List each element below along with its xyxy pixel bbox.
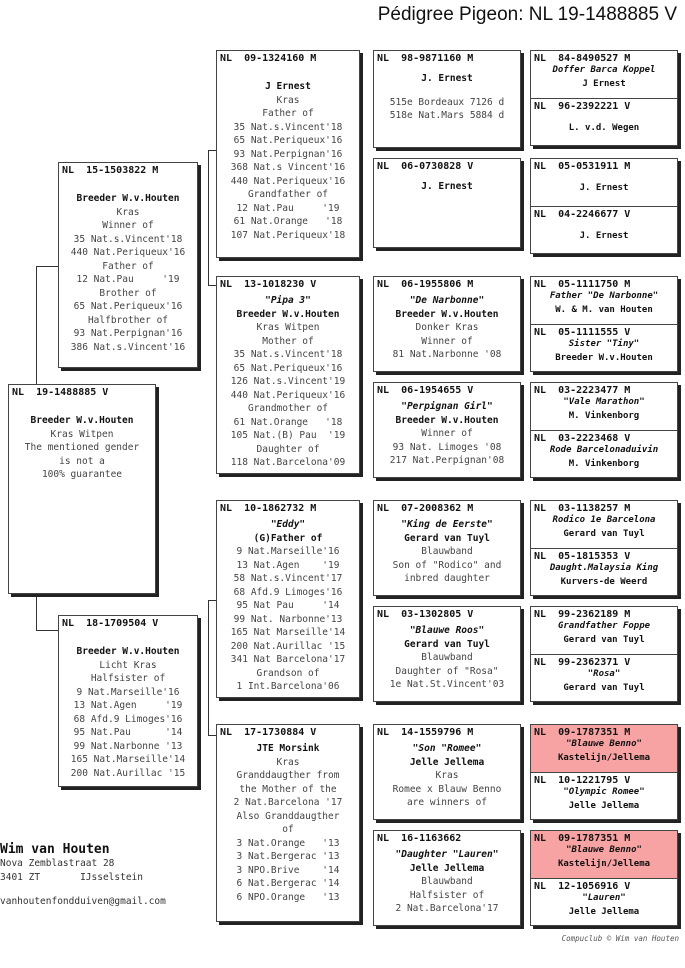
info-line: 93 Nat.Perpignan'16 <box>233 148 343 160</box>
ancestor-half <box>531 383 677 431</box>
connector-line <box>36 630 58 631</box>
ring-number: NL 05-0531911 M <box>534 161 631 172</box>
connector-line <box>208 285 216 286</box>
info-line: 68 Afd.9 Limoges'16 <box>73 713 183 725</box>
ancestor-pair-card <box>530 382 678 478</box>
info-line: "Pipa 3" <box>265 295 311 306</box>
ring-number: NL 12-1056916 V <box>534 881 631 892</box>
ancestor-breeder: Jelle Jellema <box>568 906 640 917</box>
info-line: Jelle Jellema <box>409 756 485 768</box>
breeder: Breeder W.v.Houten <box>76 193 180 204</box>
connector-line <box>36 266 58 267</box>
divider <box>531 98 677 99</box>
grandparent-card <box>216 724 360 922</box>
info-line: 6 Nat.Bergerac '14 <box>236 878 340 889</box>
info-line: Daughter of <box>256 443 320 455</box>
info-line: Son of "Rodico" and <box>392 559 502 571</box>
info-line: Winner of <box>102 220 154 231</box>
ancestor-pair-card <box>530 724 678 820</box>
info-line: 99 Nat.Narbonne '13 <box>73 740 183 752</box>
info-line: Halfsister of <box>90 673 166 684</box>
info-line: 61 Nat.Orange '18 <box>233 216 343 227</box>
divider <box>531 878 677 879</box>
info-line: 35 Nat.s.Vincent'18 <box>233 121 343 133</box>
info-line: 95 Nat.Pau '14 <box>73 727 183 738</box>
ancestor-name: Grandfather Foppe <box>557 621 651 631</box>
info-line: 12 Nat.Pau '19 <box>236 202 340 214</box>
ring-number: NL 03-2223477 M <box>534 385 631 396</box>
pigeon-color: Kras Witpen <box>50 428 114 440</box>
ring-number: NL 19-1488885 V <box>12 387 109 398</box>
ring-number: NL 04-2246677 V <box>534 209 631 220</box>
ancestor-half <box>531 725 677 773</box>
disclaimer-line: The mentioned gender <box>24 442 140 453</box>
info-line: Kras <box>116 206 140 218</box>
info-line: Brother of <box>99 287 157 299</box>
divider <box>531 654 677 655</box>
owner-name: Wim van Houten <box>0 842 110 857</box>
ancestor-half <box>531 277 677 325</box>
ring-number: NL 06-1955806 M <box>377 279 474 290</box>
owner-info <box>0 842 166 909</box>
info-line: Kras <box>435 770 459 781</box>
sire-card <box>58 162 198 368</box>
ring-number: NL 10-1221795 V <box>534 775 631 786</box>
ancestor-pair-card <box>530 158 678 254</box>
info-line: 99 Nat. Narbonne'13 <box>233 613 343 625</box>
info-line: Licht Kras <box>99 659 157 671</box>
ring-number: NL 14-1559796 M <box>377 727 474 738</box>
ancestor-breeder: Gerard van Tuyl <box>563 682 645 693</box>
ancestor-half <box>531 549 677 596</box>
info-line: 95 Nat Pau '14 <box>236 600 340 611</box>
breeder: Breeder W.v.Houten <box>30 415 134 426</box>
ancestor-name: Father "De Narbonne" <box>549 291 659 301</box>
ring-number: NL 15-1503822 M <box>62 165 159 176</box>
subject-pigeon-card <box>8 384 156 594</box>
connector-line <box>36 266 37 388</box>
ancestor-half <box>531 325 677 372</box>
ancestor-breeder: W. & M. van Houten <box>555 304 653 315</box>
info-line: 65 Nat.Periqueux'16 <box>233 362 343 374</box>
owner-email[interactable]: vanhoutenfondduiven@gmail.com <box>0 896 166 907</box>
info-line: 118 Nat.Barcelona'09 <box>230 457 346 468</box>
info-line: 35 Nat.s.Vincent'18 <box>73 233 183 245</box>
info-line: 93 Nat.Perpignan'16 <box>73 328 183 339</box>
info-line: 61 Nat.Orange '18 <box>233 416 343 428</box>
ancestor-half <box>531 51 677 99</box>
info-line: 341 Nat Barcelona'17 <box>230 654 346 665</box>
great-grandparent-card <box>373 276 521 372</box>
info-line: 165 Nat Marseille'14 <box>230 627 346 638</box>
info-line: J. Ernest <box>421 73 473 84</box>
info-line: Breeder W.v.Houten <box>236 308 340 320</box>
info-line: 200 Nat.Aurillac '15 <box>230 640 346 652</box>
ancestor-breeder: Kastelijn/Jellema <box>557 752 651 763</box>
ring-number: NL 03-1138257 M <box>534 503 631 514</box>
ancestor-name: Daught.Malaysia King <box>549 563 659 573</box>
ancestor-half <box>531 879 677 926</box>
ring-number: NL 05-1111750 M <box>534 279 631 290</box>
info-line: Kras <box>276 94 300 106</box>
divider <box>531 430 677 431</box>
info-line: Winner of <box>421 428 473 439</box>
ring-number: NL 09-1324160 M <box>220 53 317 64</box>
info-line: Winner of <box>421 335 473 347</box>
info-line: 68 Afd.9 Limoges'16 <box>233 586 343 598</box>
ancestor-half <box>531 607 677 655</box>
info-line: 440 Nat.Periqueux'16 <box>70 247 186 258</box>
ancestor-breeder: J. Ernest <box>579 183 629 193</box>
ancestor-name: "Vale Marathon" <box>563 397 645 407</box>
divider <box>531 324 677 325</box>
info-line: Halfbrother of <box>87 314 169 326</box>
info-line: 93 Nat. Limoges '08 <box>392 441 502 453</box>
ring-number: NL 96-2392221 V <box>534 101 631 112</box>
ancestor-name: Rode Barcelonaduivin <box>549 445 659 455</box>
info-line: inbred daughter <box>404 573 490 584</box>
great-grandparent-card <box>373 724 521 820</box>
info-line: 3 Nat.Orange '13 <box>236 837 340 849</box>
ancestor-breeder: Kastelijn/Jellema <box>557 858 651 869</box>
ring-number: NL 99-2362189 M <box>534 609 631 620</box>
connector-line <box>208 600 216 601</box>
ancestor-half <box>531 207 677 254</box>
ring-number: NL 18-1709504 V <box>62 618 159 629</box>
info-line: 2 Nat.Barcelona '17 <box>233 797 343 808</box>
info-line: 200 Nat.Aurillac '15 <box>70 767 186 779</box>
ancestor-half <box>531 773 677 820</box>
info-line: 440 Nat.Periqueux'16 <box>230 389 346 401</box>
info-line: Breeder W.v.Houten <box>395 414 499 426</box>
ring-number: NL 09-1787351 M <box>534 833 631 844</box>
ancestor-name <box>531 172 677 182</box>
grandparent-card <box>216 500 360 698</box>
ancestor-half <box>531 831 677 879</box>
info-line: 515e Bordeaux 7126 d <box>389 96 505 108</box>
divider <box>531 772 677 773</box>
ancestor-pair-card <box>530 276 678 372</box>
ring-number: NL 03-1302805 V <box>377 609 474 620</box>
ancestor-name: Doffer Barca Koppel <box>552 65 656 75</box>
info-line: 107 Nat.Periqueux'18 <box>230 229 346 241</box>
info-line: Granddaugther from <box>236 770 340 781</box>
disclaimer-line: is not a <box>59 455 105 467</box>
ancestor-breeder: Breeder W.v.Houten <box>555 352 653 363</box>
info-line: "Son "Romee" <box>412 743 482 754</box>
breeder: Breeder W.v.Houten <box>76 646 180 657</box>
owner-city: 3401 ZT IJsselstein <box>0 872 143 883</box>
great-grandparent-card <box>373 382 521 478</box>
info-line: 386 Nat.s.Vincent'16 <box>70 341 186 353</box>
ancestor-pair-card <box>530 50 678 146</box>
ancestor-name: "Olympic Romee" <box>563 787 645 797</box>
info-line: 518e Nat.Mars 5884 d <box>389 110 505 121</box>
info-line: Grandson of <box>256 667 320 679</box>
info-line: 165 Nat.Marseille'14 <box>70 754 186 765</box>
info-line: are winners of <box>406 797 488 808</box>
info-line: Mother of <box>262 335 314 347</box>
info-line: Kras <box>276 756 300 768</box>
info-line: "Perpignan Girl" <box>401 401 493 412</box>
ring-number: NL 09-1787351 M <box>534 727 631 738</box>
grandparent-card <box>216 276 360 474</box>
info-line: Grandfather of <box>247 189 329 200</box>
info-line: 2 Nat.Barcelona'17 <box>395 903 499 914</box>
info-line: Donker Kras <box>415 322 479 333</box>
info-line: J. Ernest <box>421 181 473 192</box>
info-line: 65 Nat.Periqueux'16 <box>233 135 343 146</box>
great-grandparent-card <box>373 50 521 148</box>
info-line: "De Narbonne" <box>409 295 485 306</box>
info-line: 9 Nat.Marseille'16 <box>236 546 340 557</box>
info-line: 81 Nat.Narbonne '08 <box>392 349 502 360</box>
ancestor-breeder: L. v.d. Wegen <box>568 123 640 133</box>
info-line: 9 Nat.Marseille'16 <box>76 686 180 698</box>
ancestor-half <box>531 159 677 207</box>
info-line: 58 Nat.s.Vincent'17 <box>233 573 343 584</box>
info-line: 12 Nat.Pau '19 <box>76 274 180 285</box>
info-line: 65 Nat.Periqueux'16 <box>73 301 183 312</box>
info-line: Father of <box>102 260 154 272</box>
info-line: of <box>282 824 294 835</box>
info-line: 368 Nat.s Vincent'16 <box>230 162 346 173</box>
connector-line <box>208 150 209 285</box>
great-grandparent-card <box>373 830 521 926</box>
great-grandparent-card <box>373 500 521 596</box>
info-line: Blauwband <box>421 546 473 557</box>
info-line: Gerard van Tuyl <box>404 532 490 544</box>
ring-number: NL 06-0730828 V <box>377 161 474 172</box>
info-line: 126 Nat.s.Vincent'19 <box>230 376 346 387</box>
info-line: Romee x Blauw Benno <box>392 783 502 795</box>
ring-number: NL 17-1730884 V <box>220 727 317 738</box>
info-line: 13 Nat.Agen '19 <box>236 559 340 571</box>
page-title: Pédigree Pigeon: NL 19-1488885 V <box>377 4 677 25</box>
info-line: 105 Nat.(B) Pau '19 <box>230 430 346 441</box>
ancestor-name: "Rosa" <box>587 669 621 679</box>
ring-number: NL 84-8490527 M <box>534 53 631 64</box>
info-line: Grandmother of <box>247 403 329 414</box>
info-line: 1e Nat.St.Vincent'03 <box>389 679 505 690</box>
info-line: 6 NPO.Orange '13 <box>236 891 340 903</box>
ancestor-name <box>531 112 677 122</box>
great-grandparent-card <box>373 158 521 248</box>
info-line: 3 NPO.Brive '14 <box>236 864 340 876</box>
info-line: "Eddy" <box>270 519 306 530</box>
ancestor-name: Rodico 1e Barcelona <box>552 515 656 525</box>
ring-number: NL 98-9871160 M <box>377 53 474 64</box>
info-line: Breeder W.v.Houten <box>395 308 499 320</box>
ancestor-name <box>531 220 677 230</box>
ring-number: NL 10-1862732 M <box>220 503 317 514</box>
info-line: (G)Father of <box>253 532 323 544</box>
info-line: "Daughter "Lauren" <box>395 849 499 860</box>
info-line: 217 Nat.Perpignan'08 <box>389 455 505 466</box>
divider <box>531 206 677 207</box>
info-line: "King de Eerste" <box>401 519 493 530</box>
ancestor-name: "Lauren" <box>582 893 626 903</box>
ancestor-breeder: M. Vinkenborg <box>568 458 640 469</box>
ancestor-breeder: J. Ernest <box>579 231 629 241</box>
ring-number: NL 99-2362371 V <box>534 657 631 668</box>
disclaimer-line: 100% guarantee <box>41 469 123 480</box>
info-line: Daughter of "Rosa" <box>395 665 499 677</box>
ancestor-name: "Blauwe Benno" <box>566 739 642 749</box>
info-line: Blauwband <box>421 876 473 887</box>
ring-number: NL 05-1111555 V <box>534 327 631 338</box>
info-line: 3 Nat.Bergerac '13 <box>236 851 340 862</box>
info-line: 35 Nat.s.Vincent'18 <box>233 349 343 360</box>
ancestor-half <box>531 99 677 146</box>
ring-number: NL 13-1018230 V <box>220 279 317 290</box>
info-line: JTE Morsink <box>256 743 320 754</box>
ring-number: NL 16-1163662 <box>377 833 462 844</box>
info-line: Kras Witpen <box>256 322 320 333</box>
divider <box>531 548 677 549</box>
footer-credit: Compuclub © Wim van Houten <box>561 934 679 943</box>
info-line: J Ernest <box>265 81 311 92</box>
ring-number: NL 03-2223468 V <box>534 433 631 444</box>
ring-number: NL 07-2008362 M <box>377 503 474 514</box>
ancestor-pair-card <box>530 500 678 596</box>
info-line: "Blauwe Roos" <box>409 625 485 636</box>
ancestor-breeder: Gerard van Tuyl <box>563 528 645 539</box>
info-line: 13 Nat.Agen '19 <box>73 700 183 711</box>
info-line: Father of <box>262 108 314 119</box>
info-line: Blauwband <box>421 652 473 663</box>
ancestor-breeder: J Ernest <box>582 78 626 89</box>
info-line: Jelle Jellema <box>409 862 485 874</box>
ancestor-name: "Blauwe Benno" <box>566 845 642 855</box>
dam-card <box>58 615 198 787</box>
ancestor-name: Sister "Tiny" <box>568 339 640 349</box>
info-line: 1 Int.Barcelona'06 <box>236 681 340 692</box>
connector-line <box>208 150 216 151</box>
owner-street: Nova Zemblastraat 28 <box>0 858 115 869</box>
ancestor-half <box>531 501 677 549</box>
ring-number: NL 05-1815353 V <box>534 551 631 562</box>
ancestor-half <box>531 655 677 702</box>
great-grandparent-card <box>373 606 521 702</box>
info-line: Also Granddaugther <box>236 810 340 822</box>
info-line: the Mother of the <box>239 783 337 795</box>
ancestor-breeder: Jelle Jellema <box>568 800 640 811</box>
connector-line <box>208 600 209 735</box>
info-line: 440 Nat.Periqueux'16 <box>230 175 346 187</box>
info-line: Gerard van Tuyl <box>404 638 490 650</box>
info-line: Halfsister of <box>409 889 485 901</box>
connector-line <box>36 594 37 630</box>
ancestor-pair-card <box>530 830 678 926</box>
ancestor-pair-card <box>530 606 678 702</box>
ancestor-breeder: Gerard van Tuyl <box>563 634 645 645</box>
ancestor-breeder: Kurvers-de Weerd <box>560 576 648 587</box>
grandparent-card <box>216 50 360 258</box>
connector-line <box>208 735 216 736</box>
ring-number: NL 06-1954655 V <box>377 385 474 396</box>
ancestor-half <box>531 431 677 478</box>
ancestor-breeder: M. Vinkenborg <box>568 410 640 421</box>
